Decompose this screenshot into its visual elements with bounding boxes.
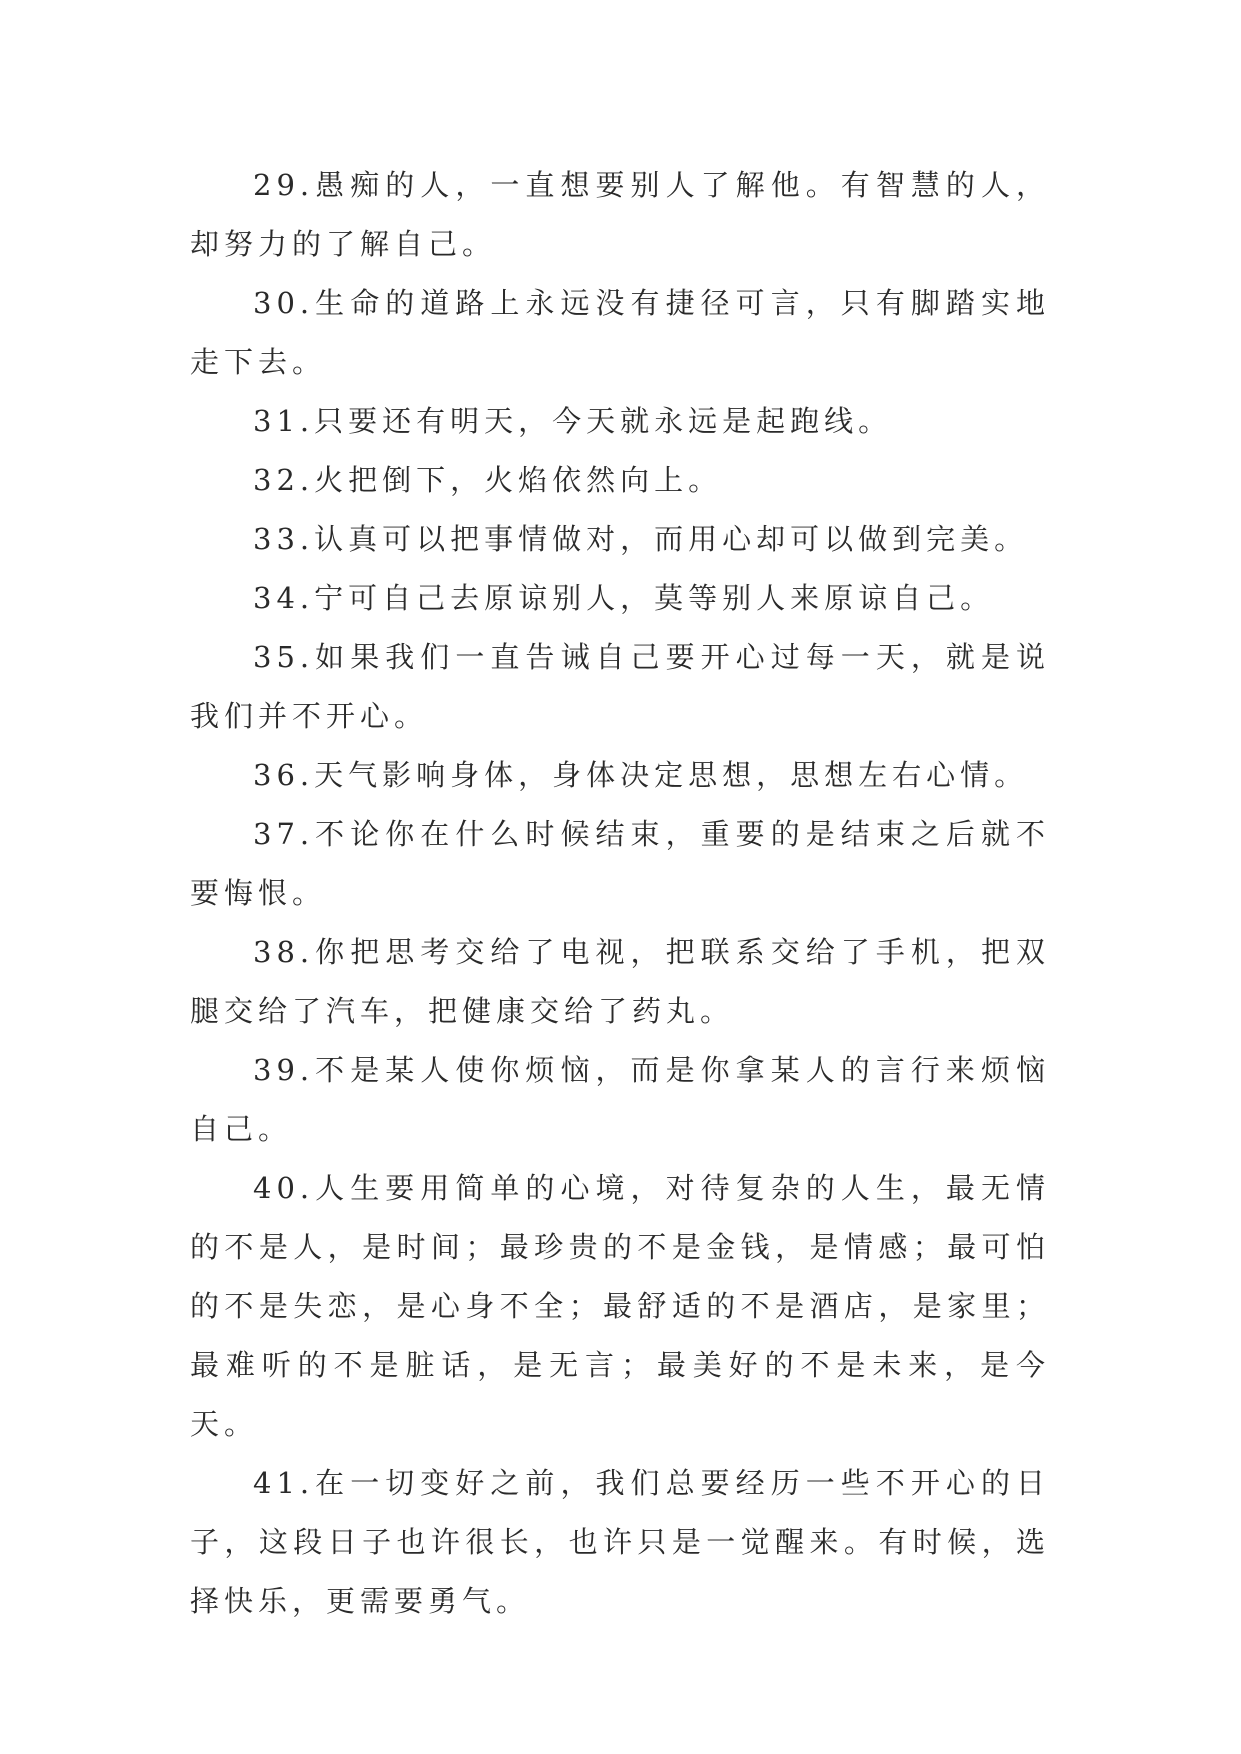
- quote-paragraph-36: 36.天气影响身体，身体决定思想，思想左右心情。: [253, 758, 1029, 792]
- quote-paragraph-31: 31.只要还有明天，今天就永远是起跑线。: [253, 404, 893, 438]
- quote-paragraph-38: 38.你把思考交给了电视，把联系交给了手机，把双腿交给了汽车，把健康交给了药丸。: [190, 935, 1050, 1028]
- quote-paragraph-41: 41.在一切变好之前，我们总要经历一些不开心的日子，这段日子也许很长，也许只是一觉醒来。有时候，选择快乐，更需要勇气。: [190, 1466, 1050, 1618]
- quote-paragraph-32: 32.火把倒下，火焰依然向上。: [253, 463, 723, 497]
- quote-paragraph-33: 33.认真可以把事情做对，而用心却可以做到完美。: [253, 522, 1029, 556]
- document-body: [190, 156, 1050, 1631]
- quote-paragraph-30: 30.生命的道路上永远没有捷径可言，只有脚踏实地走下去。: [190, 286, 1050, 379]
- quote-paragraph-37: 37.不论你在什么时候结束，重要的是结束之后就不要悔恨。: [190, 817, 1050, 910]
- quote-paragraph-40: 40.人生要用简单的心境，对待复杂的人生，最无情的不是人，是时间；最珍贵的不是金钱，是情感；最可怕的不是失恋，是心身不全；最舒适的不是酒店，是家里；最难听的不是脏话，是无言；最美好的不是未来，是今天。: [190, 1171, 1050, 1441]
- quote-paragraph-34: 34.宁可自己去原谅别人，莫等别人来原谅自己。: [253, 581, 995, 615]
- quote-paragraph-35: 35.如果我们一直告诫自己要开心过每一天，就是说我们并不开心。: [190, 640, 1050, 733]
- quote-paragraph-39: 39.不是某人使你烦恼，而是你拿某人的言行来烦恼自己。: [190, 1053, 1050, 1146]
- quote-paragraph-29: 29.愚痴的人，一直想要别人了解他。有智慧的人，却努力的了解自己。: [190, 168, 1050, 261]
